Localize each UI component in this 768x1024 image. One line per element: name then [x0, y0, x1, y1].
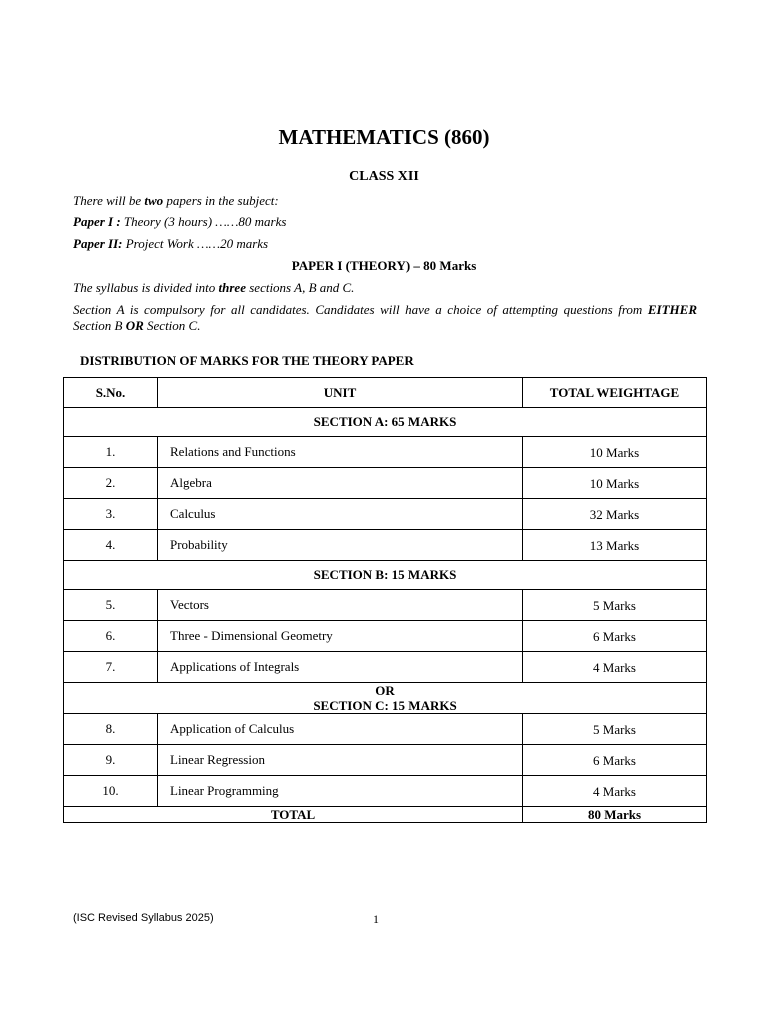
section-c-label: SECTION C: 15 MARKS — [313, 698, 457, 713]
choice-or: OR — [125, 318, 144, 333]
table-row — [64, 468, 707, 499]
table-row — [64, 745, 707, 776]
row-sno: 6. — [64, 621, 158, 652]
section-b-label: SECTION B: 15 MARKS — [64, 561, 707, 590]
paper-two-label: Paper II: — [73, 236, 123, 251]
row-weight: 10 Marks — [523, 437, 707, 468]
row-weight: 6 Marks — [523, 621, 707, 652]
syllabus-text-bold: three — [218, 280, 246, 295]
table-row — [64, 499, 707, 530]
syllabus-text-pre: The syllabus is divided into — [73, 280, 219, 295]
intro-text-post: papers in the subject: — [163, 193, 279, 208]
row-unit: Vectors — [158, 590, 523, 621]
paper-heading: PAPER I (THEORY) – 80 Marks — [291, 258, 477, 273]
total-value: 80 Marks — [523, 807, 707, 823]
row-unit: Linear Regression — [158, 745, 523, 776]
footer-note: (ISC Revised Syllabus 2025) — [73, 912, 214, 924]
choice-either: EITHER — [647, 302, 697, 317]
row-weight: 5 Marks — [523, 714, 707, 745]
row-sno: 10. — [64, 776, 158, 807]
header-unit: UNIT — [158, 378, 523, 408]
table-row — [64, 652, 707, 683]
section-a-row — [64, 408, 707, 437]
row-weight: 4 Marks — [523, 776, 707, 807]
row-sno: 2. — [64, 468, 158, 499]
row-unit: Calculus — [158, 499, 523, 530]
choice-paragraph — [73, 302, 697, 334]
marks-distribution-table — [63, 377, 707, 823]
table-row — [64, 590, 707, 621]
paper-one-line — [73, 214, 286, 230]
choice-text-2: Section B — [73, 318, 126, 333]
paper-two-text: Project Work ……20 marks — [122, 236, 269, 251]
row-sno: 7. — [64, 652, 158, 683]
row-unit: Algebra — [158, 468, 523, 499]
row-unit: Linear Programming — [158, 776, 523, 807]
row-unit: Probability — [158, 530, 523, 561]
page-number: 1 — [373, 912, 379, 926]
section-c-row — [64, 683, 707, 714]
row-sno: 1. — [64, 437, 158, 468]
row-weight: 32 Marks — [523, 499, 707, 530]
total-row — [64, 807, 707, 823]
table-row — [64, 530, 707, 561]
row-unit: Three - Dimensional Geometry — [158, 621, 523, 652]
section-b-row — [64, 561, 707, 590]
intro-papers-line — [73, 193, 279, 209]
row-unit: Applications of Integrals — [158, 652, 523, 683]
row-weight: 6 Marks — [523, 745, 707, 776]
row-weight: 4 Marks — [523, 652, 707, 683]
row-sno: 3. — [64, 499, 158, 530]
section-a-label: SECTION A: 65 MARKS — [64, 408, 707, 437]
intro-text-bold: two — [144, 193, 164, 208]
row-sno: 5. — [64, 590, 158, 621]
document-title: MATHEMATICS (860) — [278, 125, 490, 149]
row-weight: 10 Marks — [523, 468, 707, 499]
row-unit: Relations and Functions — [158, 437, 523, 468]
or-label: OR — [375, 683, 395, 698]
row-unit: Application of Calculus — [158, 714, 523, 745]
table-row — [64, 437, 707, 468]
table-row — [64, 714, 707, 745]
intro-text-pre: There will be — [73, 193, 145, 208]
paper-one-label: Paper I : — [73, 214, 121, 229]
class-subtitle: CLASS XII — [349, 169, 419, 184]
paper-one-text: Theory (3 hours) ……80 marks — [120, 214, 287, 229]
paper-two-line — [73, 236, 268, 252]
syllabus-line — [73, 280, 354, 296]
total-label: TOTAL — [64, 807, 523, 823]
distribution-heading: DISTRIBUTION OF MARKS FOR THE THEORY PAPER — [80, 353, 414, 368]
section-c-cell — [64, 683, 707, 714]
table-row — [64, 776, 707, 807]
choice-text-3: Section C. — [143, 318, 201, 333]
row-sno: 9. — [64, 745, 158, 776]
choice-text-1: Section A is compulsory for all candidates. Candidates will have a choice of attempting questions from — [73, 302, 648, 317]
row-weight: 13 Marks — [523, 530, 707, 561]
table-row — [64, 621, 707, 652]
header-sno: S.No. — [64, 378, 158, 408]
header-weightage: TOTAL WEIGHTAGE — [523, 378, 707, 408]
row-weight: 5 Marks — [523, 590, 707, 621]
syllabus-text-post: sections A, B and C. — [245, 280, 355, 295]
row-sno: 4. — [64, 530, 158, 561]
table-header-row — [64, 378, 707, 408]
row-sno: 8. — [64, 714, 158, 745]
